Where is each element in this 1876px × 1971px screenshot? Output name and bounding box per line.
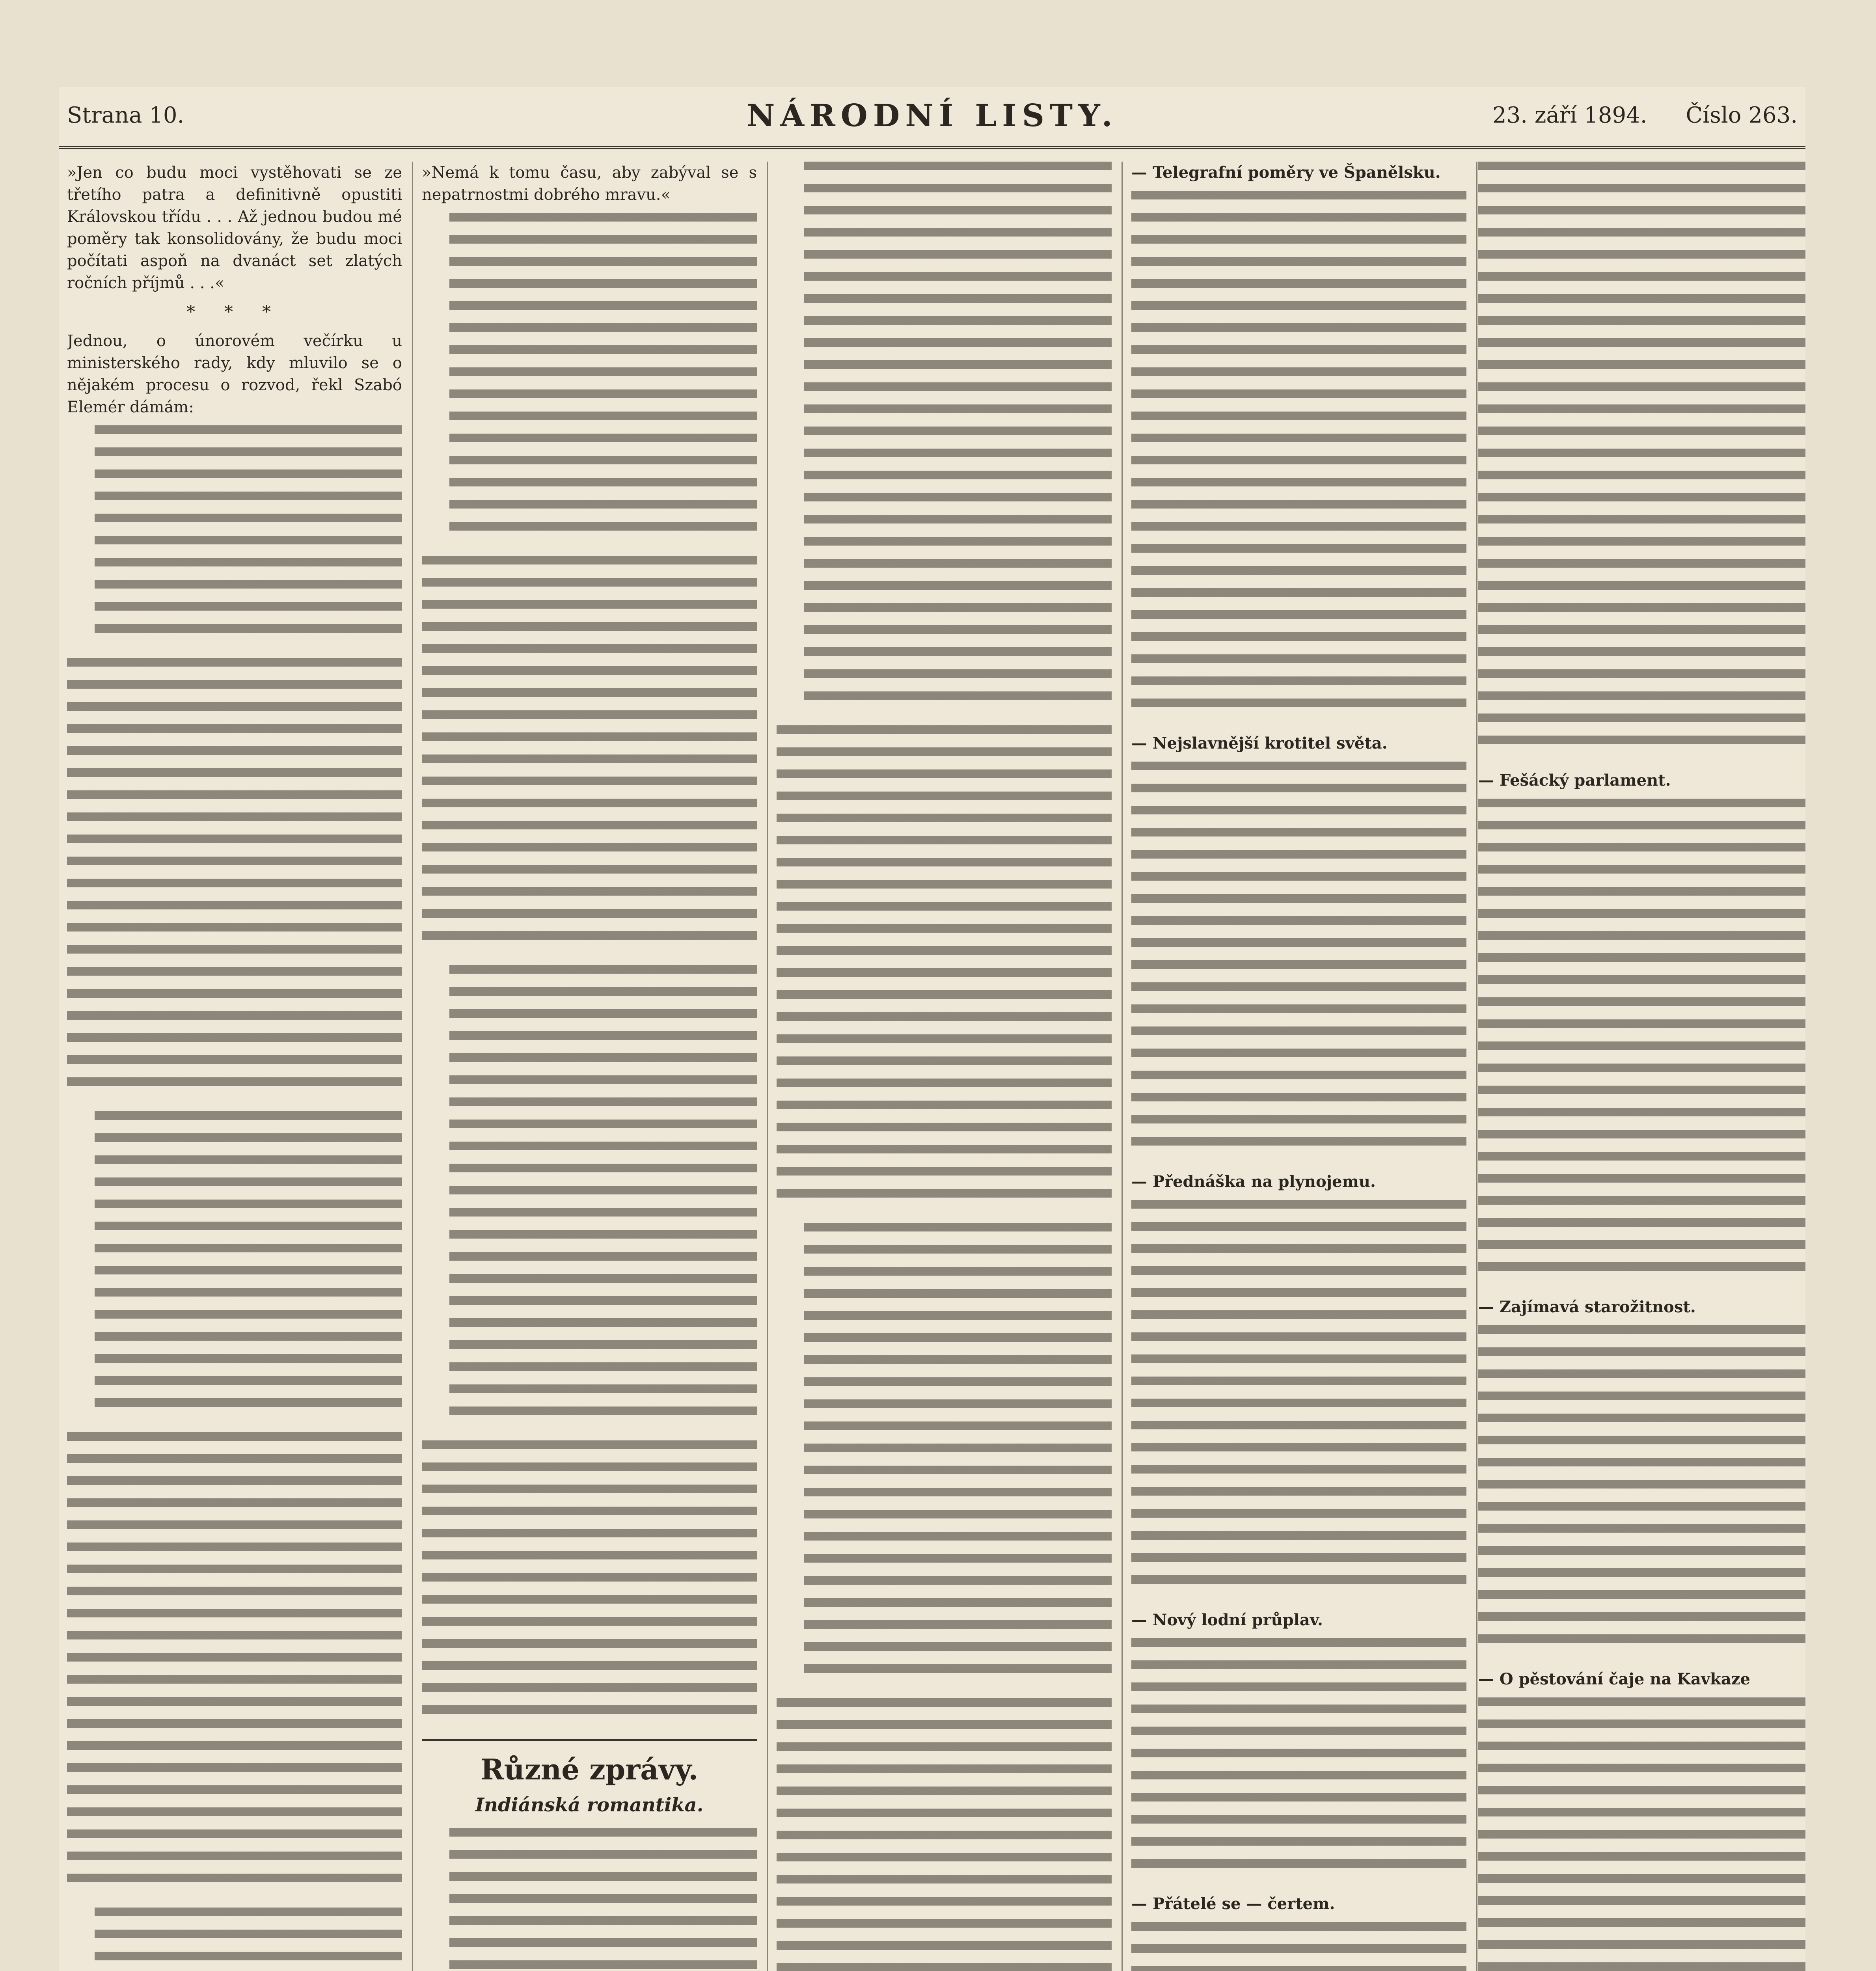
text-block <box>422 1440 757 1727</box>
text-block <box>1131 1922 1466 1971</box>
text-block <box>95 1908 402 1971</box>
column-rule <box>767 162 768 1971</box>
column-4 <box>1131 162 1466 1971</box>
newspaper-page <box>59 87 1805 1971</box>
article-paragraph: Jednou, o únorovém večírku u ministerského rady, kdy mluvilo se o nějakém procesu o rozvod, řekl Szabó Elemér dámám: <box>67 332 402 416</box>
text-block <box>1478 162 1805 758</box>
text-block <box>1478 799 1805 1284</box>
column-5 <box>1470 162 1805 1971</box>
text-block <box>804 1223 1112 1686</box>
news-item-heading: — Zajímavá starožitnost. <box>1478 1298 1696 1316</box>
article-title: Indiánská romantika. <box>475 1794 704 1816</box>
text-block <box>1131 762 1466 1159</box>
text-block <box>449 213 757 544</box>
section-title: Různé zprávy. <box>480 1753 699 1786</box>
text-block <box>422 556 757 953</box>
news-item-heading: — Přátelé se — čertem. <box>1131 1895 1335 1913</box>
separator-stars: * * * <box>186 302 283 322</box>
text-block <box>449 965 757 1429</box>
text-block <box>95 425 402 646</box>
column-rule <box>412 162 413 1971</box>
issue-date: 23. září 1894. <box>1492 102 1647 128</box>
text-block <box>449 1828 757 1971</box>
article-paragraph: »Jen co budu moci vystěhovati se ze třetího patra a definitivně opustiti Královskou třídu . . . Až jednou budou mé poměry tak konsolidovány, že budu moci počítati aspoň na dvanáct set zlatých ročních příjmů . . .« <box>67 164 402 292</box>
text-block <box>777 1698 1112 1971</box>
text-block <box>1131 1200 1466 1597</box>
issue-number: Číslo 263. <box>1686 102 1798 128</box>
text-block <box>67 1432 402 1896</box>
section-divider <box>422 1739 757 1741</box>
column-2 <box>422 162 757 1971</box>
newspaper-title: NÁRODNÍ LISTY. <box>747 98 1118 134</box>
article-paragraph: »Nemá k tomu času, aby zabýval se s nepatrnostmi dobrého mravu.« <box>422 164 757 204</box>
text-block <box>1478 1697 1805 1971</box>
page-label: Strana 10. <box>67 102 184 128</box>
text-block <box>95 1111 402 1420</box>
text-block <box>1131 1638 1466 1881</box>
column-3 <box>777 162 1112 1971</box>
news-item-heading: — Telegrafní poměry ve Španělsku. <box>1131 163 1441 182</box>
text-block <box>777 725 1112 1211</box>
text-block <box>1131 191 1466 721</box>
text-block <box>804 162 1112 714</box>
news-item-heading: — Přednáška na plynojemu. <box>1131 1172 1376 1191</box>
news-item-heading: — Fešácký parlament. <box>1478 771 1671 790</box>
text-block <box>1478 1325 1805 1656</box>
column-rule <box>1122 162 1123 1971</box>
news-item-heading: — Nový lodní průplav. <box>1131 1611 1323 1629</box>
text-block <box>67 658 402 1099</box>
news-item-heading: — Nejslavnější krotitel světa. <box>1131 734 1388 753</box>
column-1 <box>67 162 402 1971</box>
issue-info <box>1461 102 1798 128</box>
masthead <box>59 87 1805 149</box>
news-item-heading: — O pěstování čaje na Kavkaze <box>1478 1670 1750 1688</box>
